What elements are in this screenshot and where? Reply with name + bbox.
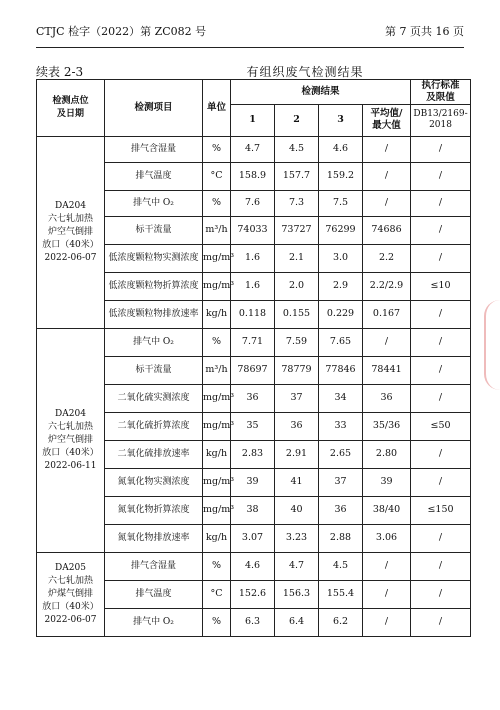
value-cell: 3.07 — [231, 524, 275, 552]
item-cell: 排气温度 — [105, 580, 203, 608]
value-cell: 2.1 — [275, 244, 319, 272]
value-cell: 7.59 — [275, 328, 319, 356]
item-cell: 排气中 O₂ — [105, 190, 203, 216]
value-cell: 36 — [319, 496, 363, 524]
table-title: 有组织废气检测结果 — [246, 64, 364, 79]
limit-cell: / — [411, 244, 471, 272]
value-cell: 157.7 — [275, 162, 319, 190]
value-cell: 78697 — [231, 356, 275, 384]
item-cell: 排气含湿量 — [105, 136, 203, 162]
item-cell: 排气中 O₂ — [105, 328, 203, 356]
point-date-cell: DA204 六七轧加热 炉空气倒排 放口（40米） 2022-06-11 — [37, 328, 105, 552]
value-cell: 158.9 — [231, 162, 275, 190]
value-cell: 0.167 — [363, 300, 411, 328]
value-cell: 34 — [319, 384, 363, 412]
col-standard-code: DB13/2169- 2018 — [411, 104, 471, 136]
limit-cell: / — [411, 468, 471, 496]
limit-cell: ≤50 — [411, 412, 471, 440]
value-cell: 7.71 — [231, 328, 275, 356]
limit-cell: / — [411, 328, 471, 356]
value-cell: 2.9 — [319, 272, 363, 300]
limit-cell: / — [411, 190, 471, 216]
limit-cell: / — [411, 440, 471, 468]
value-cell: 74686 — [363, 216, 411, 244]
col-result-1: 1 — [231, 104, 275, 136]
unit-cell: % — [203, 136, 231, 162]
item-cell: 氮氧化物实测浓度 — [105, 468, 203, 496]
limit-cell: / — [411, 162, 471, 190]
value-cell: 35 — [231, 412, 275, 440]
value-cell: 3.23 — [275, 524, 319, 552]
unit-cell: kg/h — [203, 440, 231, 468]
limit-cell: ≤10 — [411, 272, 471, 300]
limit-cell: / — [411, 356, 471, 384]
limit-cell: / — [411, 384, 471, 412]
item-cell: 标干流量 — [105, 216, 203, 244]
unit-cell: kg/h — [203, 300, 231, 328]
limit-cell: / — [411, 300, 471, 328]
value-cell: 78441 — [363, 356, 411, 384]
limit-cell: / — [411, 216, 471, 244]
unit-cell: % — [203, 552, 231, 580]
value-cell: / — [363, 190, 411, 216]
table-continuation-label: 续表 2-3 — [36, 64, 84, 79]
value-cell: 38 — [231, 496, 275, 524]
header-rule — [36, 47, 464, 48]
table-row — [37, 552, 471, 580]
edge-stamp-mark — [484, 300, 500, 390]
item-cell: 氮氧化物排放速率 — [105, 524, 203, 552]
value-cell: 2.88 — [319, 524, 363, 552]
table-row — [37, 328, 471, 356]
value-cell: 33 — [319, 412, 363, 440]
value-cell: 2.65 — [319, 440, 363, 468]
point-date-cell: DA205 六七轧加热 炉煤气倒排 放口（40米） 2022-06-07 — [37, 552, 105, 636]
col-average: 平均值/ 最大值 — [363, 104, 411, 136]
item-cell: 二氧化硫实测浓度 — [105, 384, 203, 412]
unit-cell: % — [203, 190, 231, 216]
table-body — [37, 136, 471, 636]
table-subheader — [36, 62, 464, 80]
value-cell: 4.6 — [319, 136, 363, 162]
value-cell: 2.91 — [275, 440, 319, 468]
unit-cell: mg/m³ — [203, 384, 231, 412]
value-cell: 4.7 — [231, 136, 275, 162]
value-cell: 7.5 — [319, 190, 363, 216]
emission-results-table — [36, 79, 471, 637]
value-cell: / — [363, 552, 411, 580]
value-cell: 78779 — [275, 356, 319, 384]
value-cell: 7.6 — [231, 190, 275, 216]
value-cell: 2.83 — [231, 440, 275, 468]
value-cell: 37 — [275, 384, 319, 412]
value-cell: / — [363, 136, 411, 162]
value-cell: 39 — [363, 468, 411, 496]
col-results: 检测结果 — [231, 80, 411, 105]
value-cell: 36 — [363, 384, 411, 412]
value-cell: 155.4 — [319, 580, 363, 608]
document-number: CTJC 检字（2022）第 ZC082 号 — [36, 25, 207, 38]
value-cell: 156.3 — [275, 580, 319, 608]
item-cell: 氮氧化物折算浓度 — [105, 496, 203, 524]
limit-cell: / — [411, 524, 471, 552]
unit-cell: mg/m³ — [203, 272, 231, 300]
value-cell: 38/40 — [363, 496, 411, 524]
unit-cell: m³/h — [203, 356, 231, 384]
item-cell: 排气中 O₂ — [105, 608, 203, 636]
unit-cell: % — [203, 608, 231, 636]
value-cell: / — [363, 162, 411, 190]
col-standard: 执行标准 及限值 — [411, 80, 471, 105]
value-cell: 4.6 — [231, 552, 275, 580]
value-cell: 3.0 — [319, 244, 363, 272]
value-cell: 0.229 — [319, 300, 363, 328]
unit-cell: mg/m³ — [203, 496, 231, 524]
item-cell: 低浓度颗粒物折算浓度 — [105, 272, 203, 300]
limit-cell: ≤150 — [411, 496, 471, 524]
col-item: 检测项目 — [105, 80, 203, 137]
value-cell: 6.3 — [231, 608, 275, 636]
col-point-date: 检测点位 及日期 — [37, 80, 105, 137]
value-cell: / — [363, 580, 411, 608]
value-cell: 36 — [275, 412, 319, 440]
value-cell: 159.2 — [319, 162, 363, 190]
value-cell: 0.118 — [231, 300, 275, 328]
unit-cell: % — [203, 328, 231, 356]
value-cell: 1.6 — [231, 272, 275, 300]
value-cell: 6.2 — [319, 608, 363, 636]
value-cell: 1.6 — [231, 244, 275, 272]
unit-cell: mg/m³ — [203, 412, 231, 440]
value-cell: 40 — [275, 496, 319, 524]
item-cell: 二氧化硫排放速率 — [105, 440, 203, 468]
value-cell: 4.5 — [319, 552, 363, 580]
item-cell: 排气含湿量 — [105, 552, 203, 580]
value-cell: 4.7 — [275, 552, 319, 580]
value-cell: / — [363, 328, 411, 356]
page-header — [36, 22, 464, 40]
value-cell: 152.6 — [231, 580, 275, 608]
limit-cell: / — [411, 580, 471, 608]
value-cell: 39 — [231, 468, 275, 496]
page-number: 第 7 页共 16 页 — [385, 25, 464, 38]
unit-cell: mg/m³ — [203, 468, 231, 496]
item-cell: 排气温度 — [105, 162, 203, 190]
table-row — [37, 136, 471, 162]
item-cell: 二氧化硫折算浓度 — [105, 412, 203, 440]
value-cell: 2.2 — [363, 244, 411, 272]
unit-cell: kg/h — [203, 524, 231, 552]
value-cell: 2.80 — [363, 440, 411, 468]
value-cell: 7.3 — [275, 190, 319, 216]
value-cell: 35/36 — [363, 412, 411, 440]
value-cell: 3.06 — [363, 524, 411, 552]
unit-cell: mg/m³ — [203, 244, 231, 272]
item-cell: 低浓度颗粒物排放速率 — [105, 300, 203, 328]
limit-cell: / — [411, 552, 471, 580]
unit-cell: °C — [203, 580, 231, 608]
unit-cell: °C — [203, 162, 231, 190]
col-unit: 单位 — [203, 80, 231, 137]
value-cell: / — [363, 608, 411, 636]
value-cell: 73727 — [275, 216, 319, 244]
limit-cell: / — [411, 608, 471, 636]
col-result-2: 2 — [275, 104, 319, 136]
value-cell: 2.2/2.9 — [363, 272, 411, 300]
value-cell: 77846 — [319, 356, 363, 384]
value-cell: 41 — [275, 468, 319, 496]
point-date-cell: DA204 六七轧加热 炉空气倒排 放口（40米） 2022-06-07 — [37, 136, 105, 328]
col-result-3: 3 — [319, 104, 363, 136]
value-cell: 74033 — [231, 216, 275, 244]
value-cell: 2.0 — [275, 272, 319, 300]
unit-cell: m³/h — [203, 216, 231, 244]
value-cell: 0.155 — [275, 300, 319, 328]
item-cell: 低浓度颗粒物实测浓度 — [105, 244, 203, 272]
value-cell: 37 — [319, 468, 363, 496]
value-cell: 36 — [231, 384, 275, 412]
value-cell: 7.65 — [319, 328, 363, 356]
item-cell: 标干流量 — [105, 356, 203, 384]
limit-cell: / — [411, 136, 471, 162]
value-cell: 4.5 — [275, 136, 319, 162]
value-cell: 76299 — [319, 216, 363, 244]
value-cell: 6.4 — [275, 608, 319, 636]
